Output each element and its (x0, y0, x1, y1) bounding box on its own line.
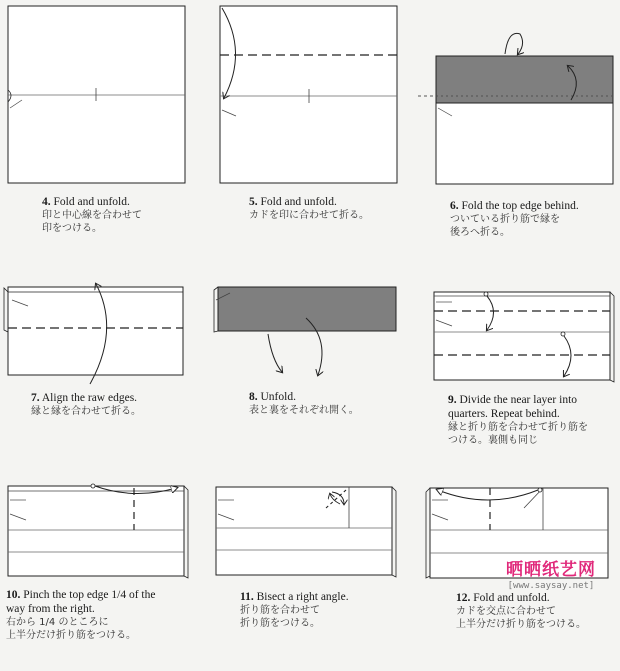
step-5-diagram (220, 6, 397, 183)
step-5-caption: 5. Fold and unfold. カドを印に合わせて折る。 (249, 196, 369, 221)
step-9-caption: 9. Divide the near layer into quarters. Repeat behind. 縁と折り筋を合わせて折り筋を つける。裏側も同じ (448, 394, 588, 446)
watermark (486, 555, 616, 591)
watermark-logo: 晒晒纸艺网 (506, 560, 596, 580)
step-4-diagram (8, 6, 185, 183)
step-6-diagram (418, 33, 613, 184)
step-11-caption: 11. Bisect a right angle. 折り筋を合わせて 折り筋をつける。 (240, 591, 349, 629)
step-7-caption: 7. Align the raw edges. 縁と縁を合わせて折る。 (31, 392, 141, 417)
step-12-caption: 12. Fold and unfold. カドを交点に合わせて 上半分だけ折り筋をつける。 (456, 592, 586, 630)
step-4-caption: 4. Fold and unfold. 印と中心線を合わせて 印をつける。 (42, 196, 142, 234)
step-7-diagram (4, 284, 183, 384)
step-11-diagram (216, 487, 396, 577)
step-8-diagram (214, 287, 396, 375)
watermark-url: [www.saysay.net] (507, 581, 595, 591)
step-6-caption: 6. Fold the top edge behind. ついている折り筋で縁を 後ろへ折る。 (450, 200, 579, 238)
step-10-caption: 10. Pinch the top edge 1/4 of the way from the right. 右から 1/4 のところに 上半分だけ折り筋をつける。 (6, 589, 156, 641)
step-8-caption: 8. Unfold. 表と裏をそれぞれ開く。 (249, 391, 359, 416)
step-10-diagram (8, 484, 188, 578)
step-9-diagram (434, 292, 614, 382)
